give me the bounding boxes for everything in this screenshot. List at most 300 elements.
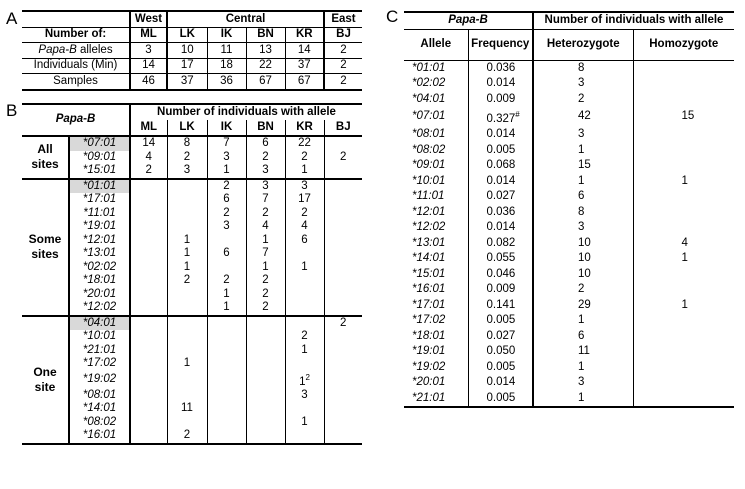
table-c-frequency	[468, 344, 533, 360]
table-b-cell	[324, 344, 362, 358]
table-b-allele: *10:01	[69, 330, 130, 344]
table-b-allele: *12:02	[69, 301, 130, 316]
table-c-frequency	[468, 158, 533, 174]
table-b-cell: 3	[246, 164, 285, 179]
table-c-heterozygote: 1	[533, 360, 633, 376]
table-b-site-ml: ML	[130, 120, 167, 136]
table-b-cell	[324, 301, 362, 316]
table-b-cell: 1	[207, 301, 246, 316]
table-a-cell: 2	[324, 43, 362, 59]
table-b-cell: 1	[167, 247, 207, 261]
table-c-allele: *17:01	[412, 298, 446, 311]
table-b-cell	[246, 416, 285, 430]
table-a-cell: 13	[246, 43, 285, 59]
table-c-header-allele: Allele	[404, 29, 468, 60]
table-c-heterozygote: 3	[533, 375, 633, 391]
table-b-cell	[207, 357, 246, 371]
table-b-cell	[130, 261, 167, 275]
table-c-frequency	[468, 76, 533, 92]
table-c-frequency-marker: #	[515, 110, 520, 119]
table-c-frequency	[468, 205, 533, 221]
table-b-allele: *08:02	[69, 416, 130, 430]
table-b-cell	[207, 389, 246, 403]
table-b-cell: 6	[246, 136, 285, 151]
table-c-frequency	[468, 60, 533, 76]
table-c-frequency-value: 0.009	[486, 283, 516, 296]
table-a-cell: 36	[207, 74, 246, 90]
table-b-cell: 2	[167, 274, 207, 288]
table-c-frequency-value: 0.014	[486, 174, 516, 187]
table-b-cell	[207, 416, 246, 430]
table-b-cell	[167, 371, 207, 389]
table-b-allele: *08:01	[69, 389, 130, 403]
table-b-cell	[324, 357, 362, 371]
table-b-cell	[130, 220, 167, 234]
table-a-cell: 11	[207, 43, 246, 59]
table-b-cell	[285, 247, 324, 261]
table-b-allele: *21:01	[69, 344, 130, 358]
table-b-cell: 2	[246, 288, 285, 302]
table-a-cell: 17	[167, 58, 207, 74]
table-b-cell: 7	[246, 193, 285, 207]
table-c-frequency	[468, 189, 533, 205]
table-a-row-label	[22, 58, 130, 74]
table-c-frequency-value: 0.046	[486, 267, 516, 280]
table-a-header-label: Number of:	[22, 27, 130, 43]
table-b-cell	[130, 301, 167, 316]
table-c-homozygote: 4	[633, 236, 734, 252]
table-b-cell: 3	[207, 220, 246, 234]
table-c-header-heterozygote: Heterozygote	[533, 29, 633, 60]
table-b-cell: 2	[324, 151, 362, 165]
table-c-allele: *18:01	[412, 329, 446, 342]
table-b-cell	[207, 316, 246, 331]
table-c-frequency-value: 0.036	[486, 205, 516, 218]
table-c-frequency	[468, 298, 533, 314]
table-b-cell	[167, 220, 207, 234]
table-b-cell: 8	[167, 136, 207, 151]
table-a-site-bn: BN	[246, 27, 285, 43]
table-c-heterozygote: 42	[533, 107, 633, 127]
table-b-group-label: One site	[22, 316, 69, 444]
table-c-allele: *01:01	[404, 60, 468, 76]
table-c-frequency	[468, 174, 533, 190]
table-b-cell	[167, 179, 207, 194]
table-b-cell	[130, 330, 167, 344]
table-b-group-label: Some sites	[22, 179, 69, 316]
table-c-homozygote	[633, 375, 734, 391]
table-a-region-east: East	[324, 11, 362, 27]
table-b-cell	[324, 402, 362, 416]
table-b	[22, 103, 362, 445]
table-a-cell: 22	[246, 58, 285, 74]
table-b-cell	[167, 301, 207, 316]
table-a-cell: 67	[285, 74, 324, 90]
table-c-heterozygote: 15	[533, 158, 633, 174]
table-b-cell	[285, 429, 324, 444]
table-c-homozygote: 1	[633, 298, 734, 314]
table-a-cell: 14	[285, 43, 324, 59]
table-a-row-label-text: alleles	[76, 43, 113, 56]
table-c-homozygote	[633, 158, 734, 174]
table-b-allele: *02:02	[69, 261, 130, 275]
table-c-frequency-value: 0.082	[486, 236, 516, 249]
table-b-cell	[207, 344, 246, 358]
table-b-cell	[167, 389, 207, 403]
table-b-allele: *13:01	[69, 247, 130, 261]
table-c-heterozygote: 3	[533, 220, 633, 236]
table-b-cell	[324, 164, 362, 179]
table-c-homozygote: 1	[633, 251, 734, 267]
table-b-cell	[246, 357, 285, 371]
table-a-row-label	[22, 74, 130, 90]
table-b-site-ik: IK	[207, 120, 246, 136]
table-c-frequency	[468, 375, 533, 391]
table-b-cell: 6	[285, 234, 324, 248]
table-c-allele: *10:01	[412, 174, 446, 187]
table-b-cell	[207, 402, 246, 416]
table-b-allele: *11:01	[69, 207, 130, 221]
table-c-allele: *09:01	[412, 159, 446, 172]
table-c-frequency-value: 0.005	[486, 314, 516, 327]
table-b-cell	[130, 357, 167, 371]
table-b-cell: 1	[167, 261, 207, 275]
table-c-heterozygote: 1	[533, 174, 633, 190]
table-b-cell	[285, 402, 324, 416]
table-b-cell: 2	[130, 164, 167, 179]
table-c-frequency-value: 0.009	[486, 92, 516, 105]
table-b-allele: *16:01	[69, 429, 130, 444]
table-a	[22, 10, 362, 91]
table-c-allele: *02:02	[412, 77, 446, 89]
table-a-site-ml: ML	[130, 27, 167, 43]
table-a-row-label-text: Samples	[53, 74, 98, 87]
table-b-cell: 11	[167, 402, 207, 416]
table-b-footnote-mark: 2	[305, 372, 310, 382]
table-b-cell: 17	[285, 193, 324, 207]
table-c-frequency	[468, 360, 533, 376]
table-c-homozygote	[633, 92, 734, 108]
table-c-allele: *08:01	[412, 128, 446, 141]
table-b-cell: 1	[285, 344, 324, 358]
table-b-cell	[324, 429, 362, 444]
table-c-allele: *19:02	[412, 360, 446, 373]
table-b-cell	[130, 344, 167, 358]
table-c-homozygote: 15	[633, 107, 734, 127]
table-c-title: Number of individuals with allele	[533, 12, 734, 29]
table-a-cell: 37	[285, 58, 324, 74]
table-c-homozygote	[633, 360, 734, 376]
table-c-homozygote	[633, 313, 734, 329]
table-c-allele: *04:01	[412, 92, 446, 105]
table-c-frequency-value: 0.055	[486, 252, 516, 265]
panel-label-a: A	[6, 9, 18, 28]
table-b-cell: 2	[246, 301, 285, 316]
table-b-allele: *20:01	[69, 288, 130, 302]
table-b-cell	[285, 301, 324, 316]
table-b-cell: 3	[285, 389, 324, 403]
table-b-cell	[167, 193, 207, 207]
table-b-allele: *12:01	[69, 234, 130, 248]
table-b-cell	[207, 371, 246, 389]
table-c-frequency-value: 0.036	[486, 61, 516, 74]
table-b-cell	[246, 316, 285, 331]
table-c-heterozygote: 1	[533, 143, 633, 159]
table-c-frequency	[468, 127, 533, 143]
table-b-allele: *19:01	[69, 220, 130, 234]
table-b-cell: 6	[207, 247, 246, 261]
table-b-cell: 2	[167, 151, 207, 165]
table-b-cell	[324, 179, 362, 194]
table-a-region-west: West	[130, 11, 167, 27]
table-a-cell: 18	[207, 58, 246, 74]
table-b-cell	[324, 207, 362, 221]
table-c-frequency-value: 0.005	[486, 360, 516, 373]
table-b-cell	[324, 371, 362, 389]
table-b-cell	[324, 234, 362, 248]
table-b-cell	[324, 389, 362, 403]
table-b-cell	[246, 389, 285, 403]
table-b-cell	[324, 193, 362, 207]
table-b-cell: 7	[246, 247, 285, 261]
table-c-corner: Papa-B	[404, 12, 533, 29]
table-a-cell: 46	[130, 74, 167, 90]
table-b-site-lk: LK	[167, 120, 207, 136]
table-b-cell	[130, 274, 167, 288]
table-c	[404, 11, 734, 408]
table-b-cell: 1	[246, 234, 285, 248]
table-b-cell: 3	[246, 179, 285, 194]
table-b-cell: 1	[167, 357, 207, 371]
table-b-cell	[246, 344, 285, 358]
table-c-frequency	[468, 92, 533, 108]
table-b-cell: 3	[285, 179, 324, 194]
table-b-cell-value: 1	[299, 375, 306, 388]
table-c-homozygote	[633, 60, 734, 76]
table-b-cell: 2	[246, 151, 285, 165]
table-c-frequency	[468, 267, 533, 283]
table-b-cell	[130, 316, 167, 331]
table-c-frequency	[468, 143, 533, 159]
table-c-heterozygote: 3	[533, 127, 633, 143]
table-b-cell: 14	[130, 136, 167, 151]
table-b-cell: 1	[246, 261, 285, 275]
table-b-cell	[324, 288, 362, 302]
table-c-heterozygote: 1	[533, 313, 633, 329]
table-c-allele: *19:01	[412, 345, 446, 358]
table-b-cell: 2	[207, 179, 246, 194]
table-b-cell: 6	[207, 193, 246, 207]
table-a-site-lk: LK	[167, 27, 207, 43]
table-a-cell: 2	[324, 74, 362, 90]
table-b-cell: 2	[324, 316, 362, 331]
table-b-cell: 1	[207, 164, 246, 179]
table-c-frequency	[468, 391, 533, 408]
table-c-frequency-value: 0.014	[486, 128, 516, 141]
table-c-homozygote	[633, 220, 734, 236]
table-c-frequency-value: 0.014	[486, 376, 516, 389]
table-b-cell: 4	[246, 220, 285, 234]
table-c-header-frequency: Frequency	[468, 29, 533, 60]
table-c-heterozygote: 10	[533, 267, 633, 283]
table-a-site-kr: KR	[285, 27, 324, 43]
table-b-corner: Papa-B	[22, 104, 130, 136]
table-b-cell	[207, 234, 246, 248]
table-c-homozygote	[633, 189, 734, 205]
table-b-allele: *07:01	[69, 136, 130, 151]
table-b-allele: *19:02	[69, 371, 130, 389]
table-c-frequency-value: 0.068	[486, 159, 516, 172]
table-c-allele: *11:01	[412, 190, 445, 203]
table-c-allele: *14:01	[412, 252, 446, 265]
table-b-cell	[130, 247, 167, 261]
table-b-cell	[324, 261, 362, 275]
table-a-cell: 14	[130, 58, 167, 74]
table-b-cell: 3	[207, 151, 246, 165]
table-b-allele: *17:01	[69, 193, 130, 207]
table-c-heterozygote: 10	[533, 236, 633, 252]
table-b-allele: *01:01	[69, 179, 130, 194]
table-b-cell	[246, 371, 285, 389]
table-c-frequency-value: 0.014	[486, 77, 516, 89]
table-c-frequency-value: 0.005	[486, 143, 516, 156]
table-b-cell: 7	[207, 136, 246, 151]
table-a-cell: 37	[167, 74, 207, 90]
table-c-heterozygote: 29	[533, 298, 633, 314]
table-b-cell	[167, 207, 207, 221]
table-b-group-label: All sites	[22, 136, 69, 179]
table-c-allele: *12:01	[412, 205, 446, 218]
table-b-allele: *04:01	[69, 316, 130, 331]
table-b-cell: 2	[207, 207, 246, 221]
table-c-header-homozygote: Homozygote	[633, 29, 734, 60]
table-b-allele: *09:01	[69, 151, 130, 165]
table-c-allele: *08:02	[412, 143, 446, 156]
table-b-cell	[285, 288, 324, 302]
table-c-frequency-value: 0.141	[486, 298, 516, 311]
table-c-homozygote	[633, 344, 734, 360]
table-a-cell: 67	[246, 74, 285, 90]
table-c-homozygote	[633, 329, 734, 345]
table-b-cell	[324, 247, 362, 261]
table-c-frequency-value: 0.027	[486, 190, 516, 203]
table-c-heterozygote: 2	[533, 92, 633, 108]
table-c-frequency-value: 0.327	[486, 112, 516, 125]
table-a-cell: 2	[324, 58, 362, 74]
table-b-cell	[130, 207, 167, 221]
table-b-cell	[130, 416, 167, 430]
table-c-homozygote	[633, 127, 734, 143]
table-c-frequency-value: 0.005	[486, 391, 516, 404]
table-c-homozygote	[633, 76, 734, 92]
table-a-site-ik: IK	[207, 27, 246, 43]
table-c-frequency	[468, 107, 533, 127]
table-c-heterozygote: 1	[533, 391, 633, 408]
table-b-cell	[207, 261, 246, 275]
table-c-allele: *21:01	[404, 391, 468, 408]
table-c-frequency	[468, 236, 533, 252]
table-b-cell	[207, 330, 246, 344]
table-b-cell	[285, 357, 324, 371]
table-c-heterozygote: 10	[533, 251, 633, 267]
table-c-allele: *17:02	[412, 314, 446, 327]
table-c-frequency	[468, 251, 533, 267]
table-c-heterozygote: 6	[533, 329, 633, 345]
table-a-row-label-text: Individuals (Min)	[33, 59, 118, 72]
table-b-cell	[167, 288, 207, 302]
table-c-heterozygote: 11	[533, 344, 633, 360]
table-c-allele: *12:02	[412, 221, 446, 234]
table-c-allele: *13:01	[412, 236, 446, 249]
table-c-heterozygote: 8	[533, 205, 633, 221]
table-a-cell: 10	[167, 43, 207, 59]
table-b-cell	[324, 416, 362, 430]
table-b-cell: 2	[246, 274, 285, 288]
table-b-cell: 22	[285, 136, 324, 151]
table-b-cell: 2	[285, 207, 324, 221]
table-b-cell: 1	[167, 234, 207, 248]
table-c-allele: *15:01	[412, 267, 446, 280]
table-b-cell	[207, 429, 246, 444]
table-b-cell	[130, 234, 167, 248]
table-c-homozygote	[633, 143, 734, 159]
table-b-cell	[285, 316, 324, 331]
table-b-allele: *17:02	[69, 357, 130, 371]
table-a-row-label-italic: Papa-B	[38, 43, 77, 56]
table-c-heterozygote: 2	[533, 282, 633, 298]
table-b-cell: 1	[285, 416, 324, 430]
table-b-cell	[285, 371, 324, 389]
table-b-cell: 1	[285, 261, 324, 275]
table-c-frequency-value: 0.014	[486, 221, 516, 234]
table-b-cell: 1	[285, 164, 324, 179]
table-c-heterozygote: 3	[533, 76, 633, 92]
table-b-cell: 2	[285, 151, 324, 165]
table-b-cell	[130, 371, 167, 389]
table-b-cell	[324, 220, 362, 234]
table-b-cell	[130, 179, 167, 194]
table-c-frequency	[468, 329, 533, 345]
table-b-cell	[130, 389, 167, 403]
table-b-cell: 2	[285, 330, 324, 344]
table-b-cell	[130, 193, 167, 207]
table-c-frequency-value: 0.050	[486, 345, 516, 358]
table-b-cell: 1	[207, 288, 246, 302]
table-b-cell	[324, 136, 362, 151]
table-b-cell	[285, 274, 324, 288]
table-c-homozygote	[633, 391, 734, 408]
table-b-allele: *18:01	[69, 274, 130, 288]
table-b-cell	[246, 330, 285, 344]
table-b-site-bn: BN	[246, 120, 285, 136]
panel-label-b: B	[6, 101, 18, 120]
table-b-cell	[130, 402, 167, 416]
table-a-site-bj: BJ	[324, 27, 362, 43]
table-c-allele: *16:01	[412, 283, 446, 296]
table-c-heterozygote: 8	[533, 60, 633, 76]
table-b-cell: 3	[167, 164, 207, 179]
table-b-site-bj: BJ	[324, 120, 362, 136]
table-c-heterozygote: 6	[533, 189, 633, 205]
table-b-title: Number of individuals with allele	[130, 104, 362, 120]
table-c-homozygote: 1	[633, 174, 734, 190]
table-c-homozygote	[633, 205, 734, 221]
table-b-cell	[167, 330, 207, 344]
table-b-cell	[246, 429, 285, 444]
table-c-frequency	[468, 282, 533, 298]
table-b-cell: 2	[246, 207, 285, 221]
table-c-homozygote	[633, 282, 734, 298]
